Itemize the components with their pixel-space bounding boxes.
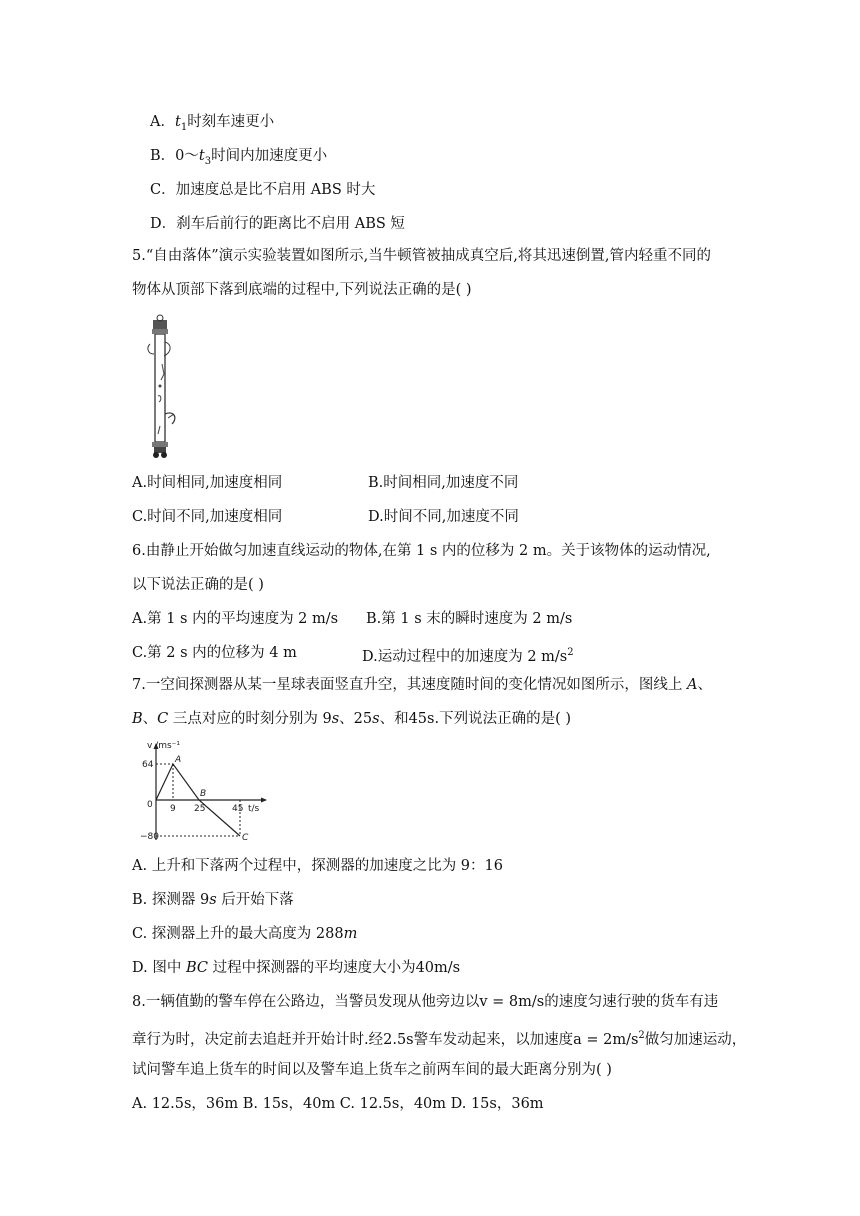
q4-option-d: D．刹车后前行的距离比不启用 ABS 短 (150, 216, 405, 232)
q5-option-d: D.时间不同,加速度不同 (368, 509, 519, 525)
point-c-label: C (242, 833, 249, 843)
tick-neg80: −80 (140, 832, 159, 842)
q6-stem-line2: 以下说法正确的是( ) (132, 577, 264, 593)
newton-tube-figure (142, 314, 192, 459)
q7-stem-line1: 7.一空间探测器从某一星球表面竖直升空，其速度随时间的变化情况如图所示，图线上 A、 (132, 677, 712, 693)
q4-option-b: B．$0\sim t_3$时间内加速度更小 (150, 148, 328, 167)
q7-option-d: D. 图中 BC 过程中探测器的平均速度大小为40m/s (132, 960, 461, 976)
q7-option-a: A. 上升和下落两个过程中，探测器的加速度之比为 9：16 (132, 858, 503, 874)
velocity-time-graph (140, 740, 270, 845)
tick-9: 9 (170, 804, 176, 814)
q4-option-a: A．$t_1$时刻车速更小 (150, 114, 275, 133)
q8-stem-line1: 8.一辆值勤的警车停在公路边，当警员发现从他旁边以v = 8m/s的速度匀速行驶的货车有违 (132, 994, 719, 1010)
x-axis-unit: t/s (248, 804, 260, 814)
tick-origin: 0 (147, 800, 153, 810)
q6-option-d: D.运动过程中的加速度为 2 $m/s^2$ (362, 647, 574, 665)
q5-stem-line2: 物体从顶部下落到底端的过程中,下列说法正确的是( ) (132, 282, 472, 298)
q5-stem-line1: 5.“自由落体”演示实验装置如图所示,当牛顿管被抽成真空后,将其迅速倒置,管内轻重不同的 (132, 248, 711, 264)
point-b-label: B (200, 789, 207, 799)
q6-option-c: C.第 2 s 内的位移为 4 m (132, 645, 297, 661)
q5-option-c: C.时间不同,加速度相同 (132, 509, 283, 525)
q8-options: A. 12.5s，36m B. 15s，40m C. 12.5s，40m D. 15s，36m (132, 1096, 544, 1112)
q6-option-b: B.第 1 s 末的瞬时速度为 2 m/s (366, 611, 573, 627)
q7-option-b: B. 探测器 9s 后开始下落 (132, 892, 294, 908)
q5-option-a: A.时间相同,加速度相同 (132, 475, 283, 491)
q7-stem-line2: B、C 三点对应的时刻分别为 9s、25s、和45s.下列说法正确的是( ) (132, 711, 572, 727)
tick-64: 64 (142, 760, 154, 770)
q4-option-c: C．加速度总是比不启用 ABS 时大 (150, 182, 376, 198)
tick-45: 45 (232, 804, 244, 814)
y-axis-label: v /ms⁻¹ (147, 741, 181, 751)
tick-25: 25 (194, 804, 206, 814)
q8-stem-line3: 试问警车追上货车的时间以及警车追上货车之前两车间的最大距离分别为( ) (132, 1062, 612, 1078)
point-a-label: A (175, 755, 182, 765)
q6-option-a: A.第 1 s 内的平均速度为 2 m/s (132, 611, 339, 627)
q5-option-b: B.时间相同,加速度不同 (368, 475, 519, 491)
q6-stem-line1: 6.由静止开始做匀加速直线运动的物体,在第 1 s 内的位移为 2 m。关于该物体的运动情况, (132, 543, 711, 559)
q8-stem-line2: 章行为时，决定前去追赶并开始计时.经2.5s警车发动起来，以加速度$a = 2m/s^2$做匀加速运动， (132, 1030, 747, 1048)
q7-option-c: C. 探测器上升的最大高度为 288m (132, 926, 358, 942)
